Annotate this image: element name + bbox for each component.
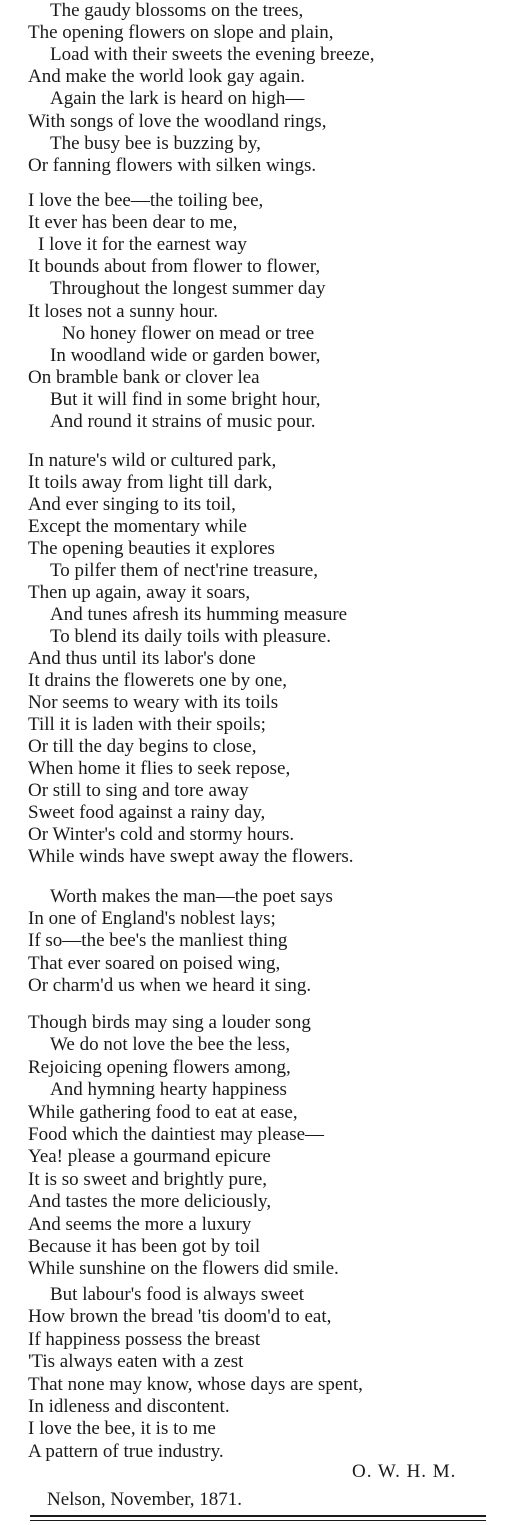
poem-line: 'Tis always eaten with a zest [28,1351,244,1373]
poem-line: That ever soared on poised wing, [28,952,281,974]
poem-line: When home it flies to seek repose, [28,758,291,779]
poem-line: Rejoicing opening flowers among, [28,1056,291,1078]
poem-line: And make the world look gay again. [28,66,306,88]
poem-line: And tastes the more deliciously, [28,1191,272,1213]
poem-line: Yea! please a gourmand epicure [28,1146,271,1168]
poem-line: In nature's wild or cultured park, [28,450,277,471]
poem-line: It toils away from light till dark, [28,472,273,493]
poem-line: While sunshine on the flowers did smile. [28,1258,339,1280]
dateline: Nelson, November, 1871. [47,1489,243,1510]
poem-line: It loses not a sunny hour. [28,300,218,322]
poem-line: It ever has been dear to me, [28,212,238,234]
author-signature: O. W. H. M. [352,1461,457,1482]
poem-line: To blend its daily toils with pleasure. [50,626,331,647]
poem-line: The opening flowers on slope and plain, [28,22,334,44]
poem-line: And seems the more a luxury [28,1213,252,1235]
poem-line: In one of England's noblest lays; [28,908,276,930]
poem-line: Though birds may sing a louder song [28,1012,311,1033]
poem-line: And round it strains of music pour. [50,411,316,432]
poem-line: Load with their sweets the evening breeze, [50,44,375,66]
poem-line: While winds have swept away the flowers. [28,846,354,867]
poem-line: Except the momentary while [28,516,247,537]
poem-line: Sweet food against a rainy day, [28,802,266,823]
poem-line: In idleness and discontent. [28,1396,230,1417]
poem-line: We do not love the bee the less, [50,1034,291,1056]
poem-line: Or fanning flowers with silken wings. [28,154,317,176]
poem-line: The opening beauties it explores [28,538,275,559]
closing-rule-thin [30,1520,486,1521]
poem-line: Or charm'd us when we heard it sing. [28,974,312,996]
poem-line: If so—the bee's the manliest thing [28,930,288,952]
poem-line: Food which the daintiest may please— [28,1124,325,1145]
poem-line: It drains the flowerets one by one, [28,670,288,691]
poem-line: I love the bee, it is to me [28,1418,216,1440]
poem-line: Till it is laden with their spoils; [28,714,266,735]
poem-line: Or still to sing and tore away [28,780,249,801]
poem-line: And ever singing to its toil, [28,494,236,515]
poem-line: And hymning hearty happiness [50,1079,287,1101]
poem-line: I love it for the earnest way [38,234,247,256]
poem-line: But labour's food is always sweet [50,1284,305,1305]
poem-line: Because it has been got by toil [28,1236,261,1257]
poem-line: That none may know, whose days are spent, [28,1373,363,1395]
poem-line: To pilfer them of nect'rine treasure, [50,560,318,581]
poem-line: Or till the day begins to close, [28,736,257,757]
poem-line: Or Winter's cold and stormy hours. [28,824,295,845]
poem-line: The busy bee is buzzing by, [50,132,261,154]
poem-line: Again the lark is heard on high— [50,88,305,110]
poem-line: The gaudy blossoms on the trees, [50,0,304,21]
poem-line: If happiness possess the breast [28,1328,261,1350]
poem-line: How brown the bread 'tis doom'd to eat, [28,1306,332,1328]
poem-line: While gathering food to eat at ease, [28,1101,298,1123]
poem-line: Then up again, away it soars, [28,582,251,603]
poem-line: No honey flower on mead or tree [62,322,315,344]
poem-line: But it will find in some bright hour, [50,388,321,410]
poem-line: And tunes afresh its humming measure [50,604,348,625]
poem-line: Worth makes the man—the poet says [50,886,333,907]
poem-line: It bounds about from flower to flower, [28,256,321,278]
poem-line: Nor seems to weary with its toils [28,692,279,713]
poem-line: And thus until its labor's done [28,648,256,669]
poem-line: Throughout the longest summer day [50,278,326,300]
poem-line: I love the bee—the toiling bee, [28,190,264,211]
poem-line: It is so sweet and brightly pure, [28,1168,268,1190]
poem-line: On bramble bank or clover lea [28,366,260,388]
poem-line: With songs of love the woodland rings, [28,110,327,132]
closing-rule-thick [30,1515,486,1517]
poem-line: A pattern of true industry. [28,1440,224,1462]
poem-line: In woodland wide or garden bower, [50,344,321,366]
